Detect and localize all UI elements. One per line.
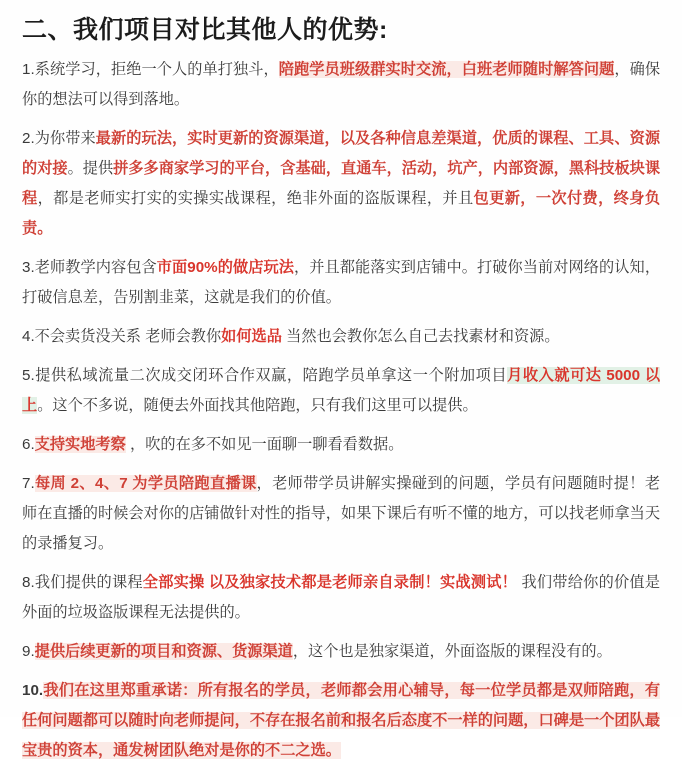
list-item <box>22 563 660 632</box>
item-number: 5. <box>22 366 35 384</box>
list-item <box>22 425 660 464</box>
text-segment-emphasis: 支持实地考察 <box>34 435 126 453</box>
list-item <box>22 464 660 563</box>
text-segment: ，老师带学员讲解实操碰到的问题，学员有问题随时提！老师在直播的时候会对你的店铺做针对性的指导，如果下课后有听不懂的地方，可以找老师拿当天的录播复习。 <box>22 474 661 552</box>
text-segment-emphasis: 市面90%的做店玩法 <box>156 258 294 276</box>
list-item <box>22 119 660 248</box>
list-item <box>22 50 660 119</box>
text-segment: ，这个也是独家渠道，外面盗版的课程没有的。 <box>292 642 612 660</box>
text-segment-emphasis: 最新的玩法，实时更新的资源渠道，以及各种信息差渠道，优质的课程、工具、资源的对接 <box>22 129 661 177</box>
text-segment: 老师教学内容包含 <box>34 258 157 276</box>
text-segment: ，吹的在多不如见一面聊一聊看看数据。 <box>125 435 404 453</box>
text-segment: 提供私域流量二次成交闭环合作双赢，陪跑学员单拿这一个附加项目 <box>34 366 508 384</box>
list-item <box>22 671 660 770</box>
text-segment: 系统学习，拒绝一个人的单打独斗， <box>34 60 279 78</box>
item-number: 6. <box>22 435 35 453</box>
text-segment-highlight: 我们在这里郑重承诺：所有报名的学员，老师都会用心辅导，每一位学员都是双师陪跑，有任何问题都可以随时向老师提问，不存在报名前和报名后态度不一样的问题，口碑是一个团队最宝贵的资本，通发树团队绝对是你的不二之选。 <box>22 681 660 759</box>
text-segment: 不会卖货没关系 老师会教你 <box>34 327 222 345</box>
text-segment: 。提供 <box>67 159 114 177</box>
text-segment-highlight: 提供后续更新的项目和资源、货源渠道 <box>34 642 293 660</box>
text-segment: 为你带来 <box>34 129 96 147</box>
item-number: 2. <box>22 129 35 147</box>
text-segment: ，确保你的想法可以得到落地。 <box>22 60 661 108</box>
list-item <box>22 632 660 671</box>
item-number: 7. <box>22 474 35 492</box>
text-segment-highlight: 陪跑学员班级群实时交流，白班老师随时解答问题 <box>278 60 615 78</box>
text-segment: 我们带给你的价值是外面的垃圾盗版课程无法提供的。 <box>22 573 660 621</box>
text-segment: 当然也会教你怎么自己去找素材和资源。 <box>281 327 560 345</box>
text-segment-emphasis: 每周 2、4、7 为学员陪跑直播课 <box>34 474 257 492</box>
text-segment: 我们提供的课程 <box>34 573 143 591</box>
item-number: 1. <box>22 60 35 78</box>
item-number: 4. <box>22 327 35 345</box>
text-segment-emphasis: 拼多多商家学习的平台，含基础，直通车，活动，坑产，内部资源，黑科技板块课程 <box>22 159 661 207</box>
page-title: 二、我们项目对比其他人的优势: <box>22 16 388 44</box>
text-segment-emphasis: 包更新，一次付费，终身负责。 <box>22 189 661 237</box>
list-item <box>22 356 660 425</box>
text-segment: ，并且都能落实到店铺中。打破你当前对网络的认知，打破信息差，告别割韭菜，这就是我们的价值。 <box>22 258 661 306</box>
text-segment-highlight: 月收入就可达 5000 以上 <box>22 366 661 414</box>
list-item <box>22 317 660 356</box>
text-segment: 。这个不多说，随便去外面找其他陪跑，只有我们这里可以提供。 <box>37 396 478 414</box>
item-number: 8. <box>22 573 35 591</box>
item-number: 3. <box>22 258 35 276</box>
text-segment: ，都是老师实打实的实操实战课程，绝非外面的盗版课程，并且 <box>37 189 474 207</box>
item-number: 9. <box>22 642 35 660</box>
list-item <box>22 248 660 317</box>
text-segment-emphasis: 如何选品 <box>221 327 282 345</box>
item-number: 10. <box>22 681 44 699</box>
text-segment-emphasis: 全部实操 以及独家技术都是老师亲自录制！实战测试！ <box>142 573 518 591</box>
advantages-list <box>22 50 660 770</box>
